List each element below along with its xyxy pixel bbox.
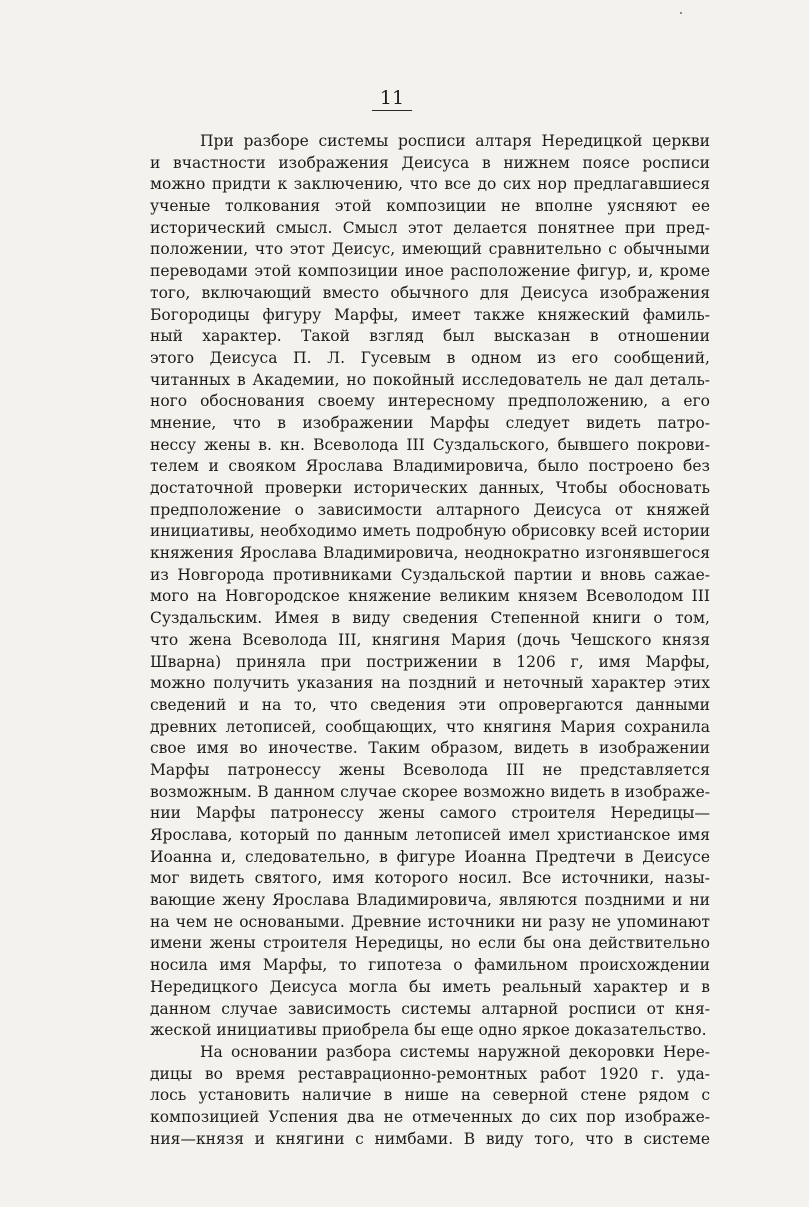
text-line: При разборе системы росписи алтаря Нередицкой церкви [200, 132, 710, 150]
text-line: переводами этой композиции иное расположение фигур, и, кроме [150, 262, 710, 281]
text-line: положении, что этот Деисус, имеющий сравнительно с обычными [150, 240, 710, 259]
text-line: ный характер. Такой взгляд был высказан в отношении [150, 327, 710, 346]
text-line: княжения Ярослава Владимировича, неоднократно изгонявшегося [150, 544, 710, 563]
text-line: исторический смысл. Смысл этот делается понятнее при пред- [150, 218, 710, 237]
page-number: 11 [372, 87, 412, 111]
text-line: Нередицкого Деисуса могла бы иметь реальный характер и в [150, 977, 710, 996]
text-line: на чем не основаными. Древние источники ни разу не упоминают [150, 912, 710, 931]
text-line: мого на Новгородское княжение великим князем Всеволодом III [150, 587, 710, 606]
text-line: носила имя Марфы, то гипотеза о фамильном происхождении [150, 956, 710, 975]
text-line: Шварна) приняла при пострижении в 1206 г, имя Марфы, [150, 652, 710, 671]
text-line: Марфы патронессу жены Всеволода III не представляется [150, 760, 710, 779]
text-line: предположение о зависимости алтарного Деисуса от княжей [150, 500, 710, 519]
text-line: Ярослава, который по данным летописей имел христианское имя [150, 826, 710, 844]
text-line: и вчастности изображения Деисуса в нижнем поясе росписи [150, 153, 710, 172]
text-line: вающие жену Ярослава Владимировича, являются поздними и ни [150, 891, 710, 910]
text-line: этого Деисуса П. Л. Гусевым в одном из его сообщений, [150, 348, 710, 367]
text-line: мог видеть святого, имя которого носил. Все источники, назы- [150, 869, 710, 888]
text-line: Иоанна и, следовательно, в фигуре Иоанна Предтечи в Деисусе [150, 847, 710, 866]
text-line: возможным. В данном случае скорее возможно видеть в изображе- [150, 782, 710, 801]
text-line: Богородицы фигуру Марфы, имеет также княжеский фамиль- [150, 305, 710, 324]
text-line: ния—князя и княгини с нимбами. В виду того, что в системе [150, 1129, 710, 1148]
text-line: жеской инициативы приобрела бы еще одно яркое доказательство. [150, 1021, 707, 1040]
text-line: дицы во время реставрационно-ремонтных работ 1920 г. уда- [150, 1064, 710, 1083]
text-line: На основании разбора системы наружной декоровки Нере- [200, 1042, 710, 1061]
text-line: нии Марфы патронессу жены самого строителя Нередицы— [150, 804, 710, 823]
text-line: из Новгорода противниками Суздальской партии и вновь сажае- [150, 565, 710, 584]
text-line: древних летописей, сообщающих, что княгиня Мария сохранила [150, 717, 710, 736]
text-line: мнение, что в изображении Марфы следует видеть патро- [150, 413, 710, 432]
text-line: инициативы, необходимо иметь подробную обрисовку всей истории [150, 522, 710, 541]
text-line: сведений и на то, что сведения эти опровергаются данными [150, 695, 710, 714]
text-line: данном случае зависимость системы алтарной росписи от кня- [150, 999, 710, 1018]
text-line: свое имя во иночестве. Таким образом, видеть в изображении [150, 739, 710, 758]
body-text [150, 131, 710, 1150]
text-line: композицией Успения два не отмеченных до сих пор изображе- [150, 1107, 710, 1126]
text-line: что жена Всеволода III, княгиня Мария (дочь Чешского князя [150, 630, 710, 649]
text-line: читанных в Академии, но покойный исследователь не дал деталь- [150, 370, 710, 389]
text-line: телем и свояком Ярослава Владимировича, было построено без [150, 457, 710, 476]
text-line: Суздальским. Имея в виду сведения Степенной книги о том, [150, 609, 710, 628]
text-line: имени жены строителя Нередицы, но если бы она действительно [150, 934, 710, 953]
text-line: того, включающий вместо обычного для Деисуса изображения [150, 283, 710, 302]
text-line: достаточной проверки исторических данных, Чтобы обосновать [150, 479, 710, 497]
text-line: ного обоснования своему интересному предположению, а его [150, 392, 710, 411]
page-speck [680, 12, 682, 14]
text-line: нессу жены в. кн. Всеволода III Суздальского, бывшего покрови- [150, 435, 710, 454]
text-line: можно получить указания на поздний и неточный характер этих [150, 674, 710, 693]
text-line: лось установить наличие в нише на северной стене рядом с [150, 1086, 710, 1105]
text-line: можно придти к заключению, что все до сих нор предлагавшиеся [150, 175, 710, 194]
text-line: ученые толкования этой композиции не вполне уясняют ее [150, 197, 710, 216]
